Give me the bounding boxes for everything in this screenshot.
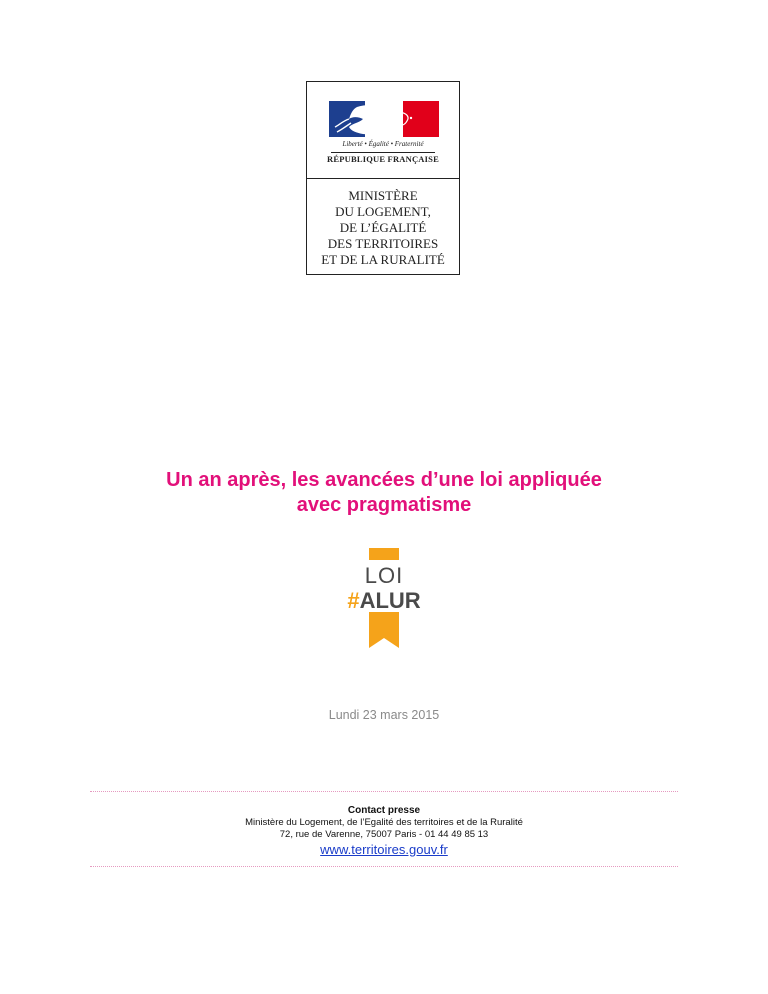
ministry-name-line: DU LOGEMENT, bbox=[335, 204, 431, 219]
title-line-1: Un an après, les avancées d’une loi appliquée bbox=[166, 469, 602, 491]
date: Lundi 23 mars 2015 bbox=[328, 708, 440, 722]
republic-text: RÉPUBLIQUE FRANÇAISE bbox=[327, 154, 439, 164]
ministry-name-line: DES TERRITOIRES bbox=[327, 236, 439, 251]
logo-top-tab bbox=[369, 548, 399, 560]
marianne-emblem bbox=[307, 82, 459, 177]
page-title bbox=[84, 468, 684, 518]
logo-word: LOI bbox=[364, 563, 404, 588]
contact-title: Contact presse bbox=[347, 805, 421, 816]
ministry-logo-block bbox=[306, 81, 460, 275]
ministry-name-line: ET DE LA RURALITÉ bbox=[321, 252, 445, 267]
ministry-name-line: MINISTÈRE bbox=[348, 188, 418, 203]
ministry-name bbox=[307, 188, 459, 268]
motto-rule bbox=[331, 152, 435, 153]
logo-tag: #ALUR bbox=[347, 588, 421, 613]
separator-bottom bbox=[90, 866, 678, 867]
contact-address: 72, rue de Varenne, 75007 Paris - 01 44 49 85 13 bbox=[279, 829, 489, 840]
title-line-2: avec pragmatisme bbox=[296, 494, 472, 516]
contact-ministry: Ministère du Logement, de l’Egalité des territoires et de la Ruralité bbox=[245, 817, 523, 828]
website-link[interactable]: www.territoires.gouv.fr bbox=[320, 842, 448, 857]
marianne-flag-icon bbox=[329, 101, 439, 137]
loi-alur-logo bbox=[336, 548, 432, 650]
logo-ribbon bbox=[369, 612, 399, 648]
logo-tag-text: ALUR bbox=[359, 588, 421, 613]
press-contact bbox=[84, 805, 684, 859]
motto-text: Liberté • Égalité • Fraternité bbox=[342, 140, 424, 148]
separator-top bbox=[90, 791, 678, 792]
box-divider bbox=[307, 178, 459, 179]
ministry-name-line: DE L’ÉGALITÉ bbox=[339, 220, 427, 235]
